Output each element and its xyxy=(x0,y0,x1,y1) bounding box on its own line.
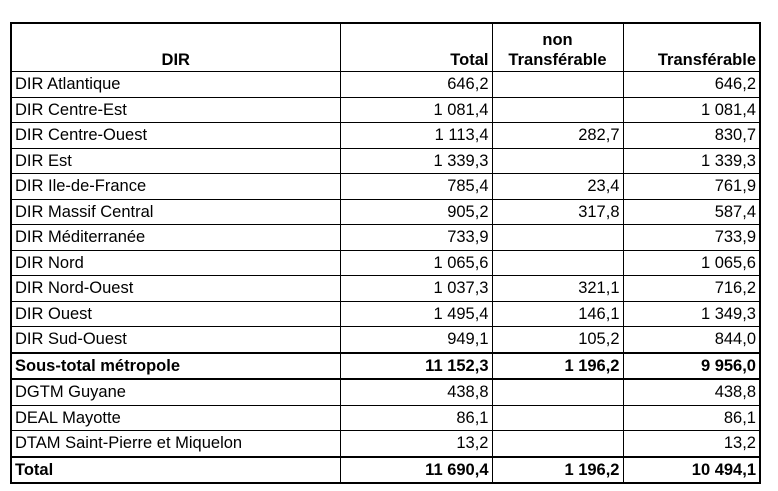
row-total: 1 339,3 xyxy=(340,148,492,174)
row-non-transferable xyxy=(492,148,623,174)
row-non-transferable xyxy=(492,225,623,251)
row-non-transferable: 146,1 xyxy=(492,301,623,327)
table-row xyxy=(11,276,760,302)
row-non-transferable xyxy=(492,431,623,457)
table-row xyxy=(11,225,760,251)
row-transferable: 438,8 xyxy=(623,379,760,405)
row-name: DIR Ile-de-France xyxy=(11,174,340,200)
row-non-transferable: 105,2 xyxy=(492,327,623,353)
row-transferable: 830,7 xyxy=(623,123,760,149)
table-row xyxy=(11,405,760,431)
row-name: DIR Méditerranée xyxy=(11,225,340,251)
row-name: DIR Nord-Ouest xyxy=(11,276,340,302)
row-transferable: 1 081,4 xyxy=(623,97,760,123)
header-row xyxy=(11,23,760,72)
row-total: 785,4 xyxy=(340,174,492,200)
row-total: 905,2 xyxy=(340,199,492,225)
total-total: 11 690,4 xyxy=(340,457,492,484)
row-total: 733,9 xyxy=(340,225,492,251)
header-non-transferable xyxy=(492,23,623,72)
table-row xyxy=(11,72,760,98)
row-name: DIR Est xyxy=(11,148,340,174)
header-dir: DIR xyxy=(11,23,340,72)
row-total: 1 495,4 xyxy=(340,301,492,327)
row-total: 438,8 xyxy=(340,379,492,405)
row-name: DEAL Mayotte xyxy=(11,405,340,431)
row-total: 646,2 xyxy=(340,72,492,98)
data-table xyxy=(10,22,761,484)
header-non-transferable-line1: non xyxy=(542,31,573,49)
total-non-transferable: 1 196,2 xyxy=(492,457,623,484)
row-total: 86,1 xyxy=(340,405,492,431)
row-total: 949,1 xyxy=(340,327,492,353)
row-total: 1 065,6 xyxy=(340,250,492,276)
table-row xyxy=(11,301,760,327)
row-transferable: 587,4 xyxy=(623,199,760,225)
row-name: DIR Atlantique xyxy=(11,72,340,98)
header-non-transferable-line2: Transférable xyxy=(508,51,607,69)
table-row xyxy=(11,250,760,276)
row-name: DIR Ouest xyxy=(11,301,340,327)
table-row xyxy=(11,199,760,225)
table-row xyxy=(11,123,760,149)
total-row xyxy=(11,457,760,484)
row-transferable: 716,2 xyxy=(623,276,760,302)
row-name: DGTM Guyane xyxy=(11,379,340,405)
subtotal-row xyxy=(11,353,760,380)
subtotal-total: 11 152,3 xyxy=(340,353,492,380)
row-non-transferable: 282,7 xyxy=(492,123,623,149)
subtotal-transferable: 9 956,0 xyxy=(623,353,760,380)
header-total: Total xyxy=(340,23,492,72)
table-row xyxy=(11,431,760,457)
row-total: 1 113,4 xyxy=(340,123,492,149)
row-non-transferable xyxy=(492,250,623,276)
subtotal-non-transferable: 1 196,2 xyxy=(492,353,623,380)
row-name: DIR Massif Central xyxy=(11,199,340,225)
row-non-transferable: 23,4 xyxy=(492,174,623,200)
data-table-container xyxy=(10,22,761,484)
table-row xyxy=(11,379,760,405)
table-row xyxy=(11,327,760,353)
table-row xyxy=(11,148,760,174)
total-name: Total xyxy=(11,457,340,484)
row-transferable: 86,1 xyxy=(623,405,760,431)
row-transferable: 844,0 xyxy=(623,327,760,353)
row-transferable: 761,9 xyxy=(623,174,760,200)
row-non-transferable xyxy=(492,72,623,98)
header-transferable: Transférable xyxy=(623,23,760,72)
row-non-transferable: 321,1 xyxy=(492,276,623,302)
row-non-transferable: 317,8 xyxy=(492,199,623,225)
row-total: 13,2 xyxy=(340,431,492,457)
row-name: DIR Nord xyxy=(11,250,340,276)
subtotal-name: Sous-total métropole xyxy=(11,353,340,380)
row-name: DTAM Saint-Pierre et Miquelon xyxy=(11,431,340,457)
row-non-transferable xyxy=(492,405,623,431)
row-transferable: 1 349,3 xyxy=(623,301,760,327)
table-row xyxy=(11,174,760,200)
row-non-transferable xyxy=(492,379,623,405)
row-transferable: 1 339,3 xyxy=(623,148,760,174)
row-non-transferable xyxy=(492,97,623,123)
table-row xyxy=(11,97,760,123)
row-name: DIR Centre-Est xyxy=(11,97,340,123)
row-transferable: 646,2 xyxy=(623,72,760,98)
total-transferable: 10 494,1 xyxy=(623,457,760,484)
row-transferable: 13,2 xyxy=(623,431,760,457)
row-total: 1 037,3 xyxy=(340,276,492,302)
row-transferable: 733,9 xyxy=(623,225,760,251)
row-name: DIR Sud-Ouest xyxy=(11,327,340,353)
row-total: 1 081,4 xyxy=(340,97,492,123)
row-name: DIR Centre-Ouest xyxy=(11,123,340,149)
row-transferable: 1 065,6 xyxy=(623,250,760,276)
